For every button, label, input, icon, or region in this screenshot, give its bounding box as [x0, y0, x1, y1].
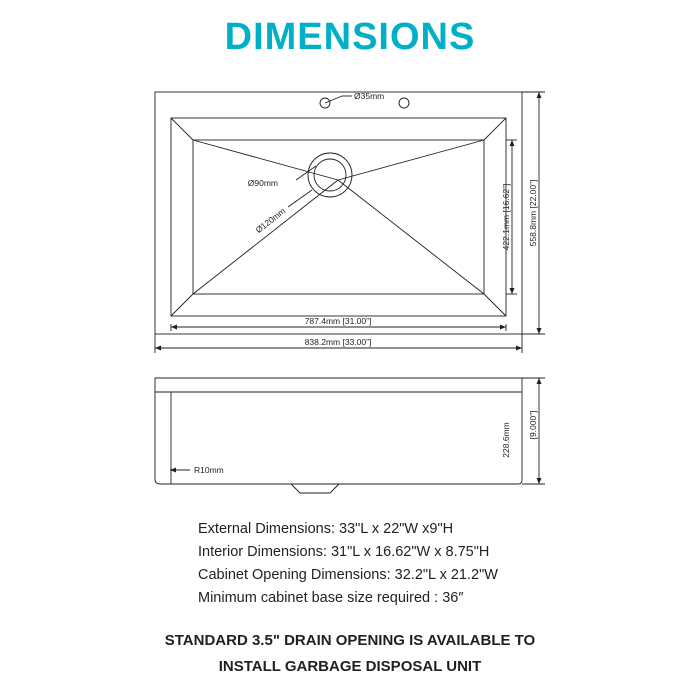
- spec-minimum-cabinet-base: Minimum cabinet base size required : 36″: [198, 590, 464, 606]
- top-view-basin-bottom: [193, 140, 484, 294]
- label-corner-radius: R10mm: [194, 465, 224, 475]
- spec-external-dimensions: External Dimensions: 33"L x 22"W x9"H: [198, 521, 454, 537]
- label-outer-width: 838.2mm [33.00”]: [304, 337, 372, 347]
- label-faucet-hole: Ø35mm: [354, 91, 385, 101]
- label-depth-in: [9.000”]: [528, 410, 538, 440]
- label-depth-mm: 228.6mm: [501, 422, 511, 458]
- label-drain-inner: Ø90mm: [247, 178, 278, 188]
- label-outer-height: 558.8mm [22.00”]: [528, 179, 538, 247]
- spec-list: [0, 518, 700, 610]
- footer-line-1: STANDARD 3.5" DRAIN OPENING IS AVAILABLE TO: [164, 632, 536, 649]
- top-view-outline: [155, 92, 522, 334]
- drain-outer-circle: [308, 153, 352, 197]
- faucet-hole-right: [399, 98, 409, 108]
- label-inner-height: 422.1mm [16.62”]: [501, 183, 511, 251]
- spec-interior-dimensions: Interior Dimensions: 31"L x 16.62"W x 8.75"H: [198, 544, 490, 560]
- spec-cabinet-opening-dimensions: Cabinet Opening Dimensions: 32.2"L x 21.2"W: [198, 567, 498, 583]
- front-view-drain-boss: [291, 484, 339, 493]
- footer-note: [0, 628, 700, 680]
- page-title: DIMENSIONS: [224, 16, 476, 58]
- footer-line-2: INSTALL GARBAGE DISPOSAL UNIT: [218, 658, 482, 675]
- label-inner-width: 787.4mm [31.00”]: [304, 316, 372, 326]
- label-drain-outer: Ø120mm: [253, 205, 288, 236]
